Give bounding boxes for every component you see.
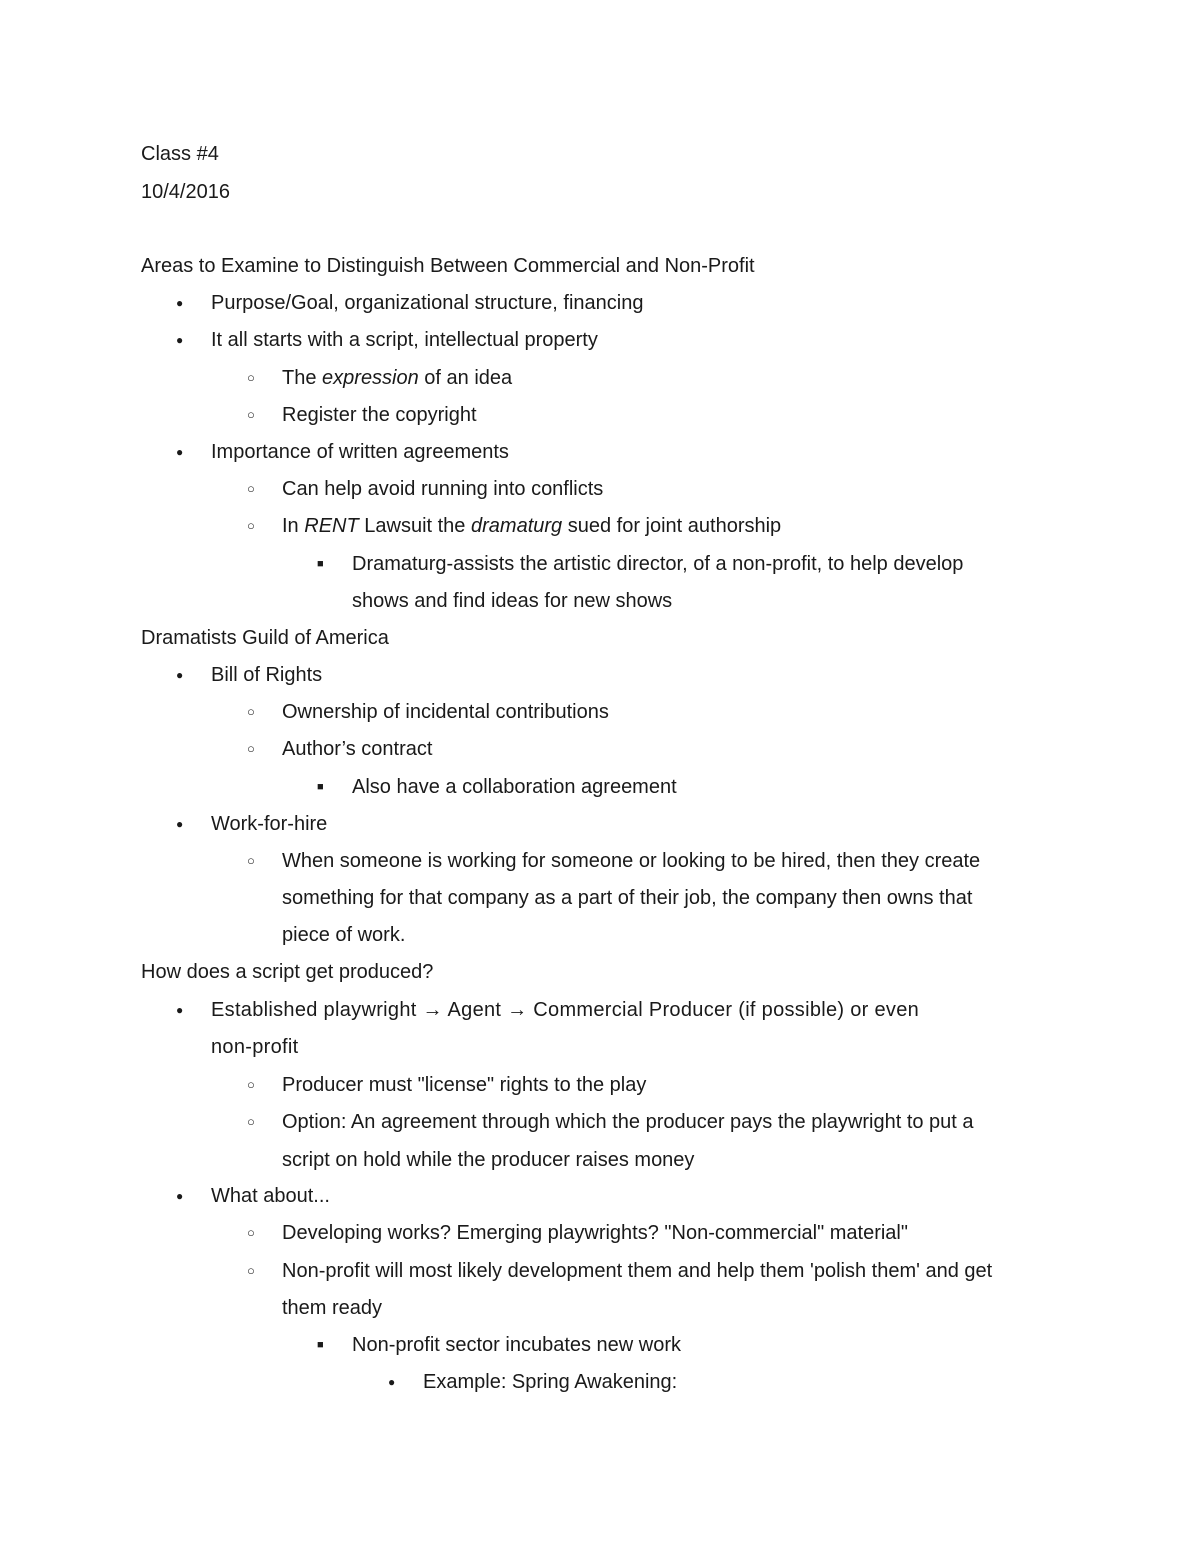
filled-bullet-icon: ● (176, 1003, 184, 1017)
filled-bullet-icon: ● (176, 668, 184, 682)
filled-bullet-icon: ● (388, 1375, 396, 1389)
list-item: Work-for-hire (211, 813, 328, 835)
list-item: Developing works? Emerging playwrights? "Non-commercial" material" (282, 1222, 908, 1244)
list-item-continuation: something for that company as a part of their job, the company then owns that (282, 887, 973, 909)
list-item: Can help avoid running into conflicts (282, 478, 604, 500)
list-item: Non-profit will most likely development them and help them 'polish them' and get (282, 1260, 993, 1282)
section-heading-dramatists-guild: Dramatists Guild of America (141, 627, 389, 649)
list-item: Author’s contract (282, 738, 433, 760)
hollow-bullet-icon: ○ (247, 518, 255, 533)
hollow-bullet-icon: ○ (247, 1263, 255, 1278)
hollow-bullet-icon: ○ (247, 1077, 255, 1092)
list-item: Importance of written agreements (211, 441, 509, 463)
list-item-continuation: non-profit (211, 1036, 299, 1058)
list-item: It all starts with a script, intellectual property (211, 329, 598, 351)
list-item: Also have a collaboration agreement (352, 776, 677, 798)
filled-bullet-icon: ● (176, 1189, 184, 1203)
class-date: 10/4/2016 (141, 181, 230, 203)
list-item: Purpose/Goal, organizational structure, financing (211, 292, 644, 314)
list-item-continuation: script on hold while the producer raises money (282, 1149, 695, 1171)
filled-bullet-icon: ● (176, 296, 184, 310)
emphasis-text: RENT (304, 515, 359, 537)
emphasis-text: dramaturg (471, 515, 563, 537)
hollow-bullet-icon: ○ (247, 741, 255, 756)
section-heading-commercial-vs-nonprofit: Areas to Examine to Distinguish Between Commercial and Non-Profit (141, 255, 755, 277)
list-item: Dramaturg-assists the artistic director, of a non-profit, to help develop (352, 553, 964, 575)
hollow-bullet-icon: ○ (247, 407, 255, 422)
list-item: Ownership of incidental contributions (282, 701, 609, 723)
hollow-bullet-icon: ○ (247, 370, 255, 385)
class-title: Class #4 (141, 143, 219, 165)
list-item: When someone is working for someone or looking to be hired, then they create (282, 850, 981, 872)
list-item: The expression of an idea (282, 367, 513, 389)
list-item: Established playwright → Agent → Commercial Producer (if possible) or even (211, 999, 920, 1021)
list-item: Register the copyright (282, 404, 477, 426)
hollow-bullet-icon: ○ (247, 704, 255, 719)
list-item-continuation: piece of work. (282, 924, 406, 946)
hollow-bullet-icon: ○ (247, 1225, 255, 1240)
list-item: Example: Spring Awakening: (423, 1371, 678, 1393)
list-item: Option: An agreement through which the producer pays the playwright to put a (282, 1111, 974, 1133)
section-heading-script-production: How does a script get produced? (141, 961, 434, 983)
list-item: Producer must "license" rights to the play (282, 1074, 647, 1096)
hollow-bullet-icon: ○ (247, 853, 255, 868)
square-bullet-icon: ■ (317, 781, 324, 793)
square-bullet-icon: ■ (317, 558, 324, 570)
list-item: What about... (211, 1185, 330, 1207)
square-bullet-icon: ■ (317, 1339, 324, 1351)
list-item-continuation: them ready (282, 1297, 383, 1319)
list-item: In RENT Lawsuit the dramaturg sued for joint authorship (282, 515, 782, 537)
hollow-bullet-icon: ○ (247, 1114, 255, 1129)
list-item: Non-profit sector incubates new work (352, 1334, 682, 1356)
filled-bullet-icon: ● (176, 445, 184, 459)
filled-bullet-icon: ● (176, 333, 184, 347)
emphasis-text: expression (322, 367, 419, 389)
filled-bullet-icon: ● (176, 817, 184, 831)
list-item-continuation: shows and find ideas for new shows (352, 590, 673, 612)
hollow-bullet-icon: ○ (247, 481, 255, 496)
list-item: Bill of Rights (211, 664, 323, 686)
